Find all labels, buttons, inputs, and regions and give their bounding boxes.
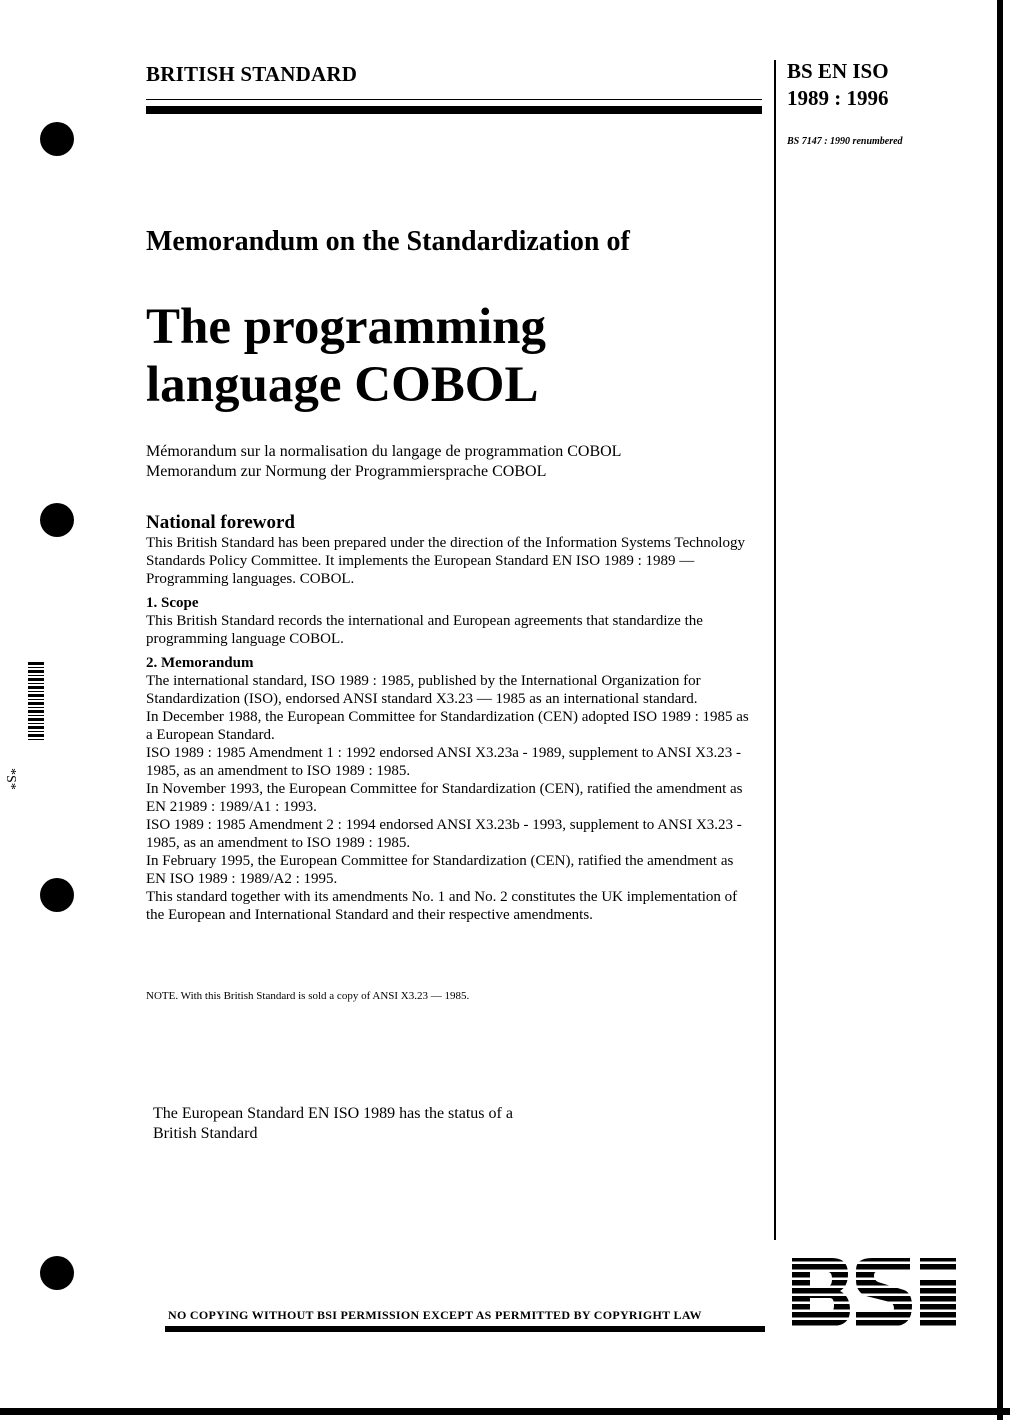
foreword-intro: This British Standard has been prepared under the direction of the Information Systems Technology Standards Policy Committee. It implements the European Standard EN ISO 1989 : 1989 — Programming languages. COBOL. xyxy=(146,535,745,587)
memorandum-paragraph: In December 1988, the European Committee for Standardization (CEN) adopted ISO 1989 : 1985 as a European Standard. xyxy=(146,709,749,743)
memorandum-paragraph: ISO 1989 : 1985 Amendment 2 : 1994 endorsed ANSI X3.23b - 1993, supplement to ANSI X3.23 - 1985, as an amendment to ISO 1989 : 1985. xyxy=(146,817,742,851)
document-series-title: BRITISH STANDARD xyxy=(146,62,358,86)
national-foreword xyxy=(146,514,756,924)
standard-number-line2: 1989 : 1996 xyxy=(787,86,889,110)
national-foreword-heading: National foreword xyxy=(146,512,295,533)
renumbered-note: BS 7147 : 1990 renumbered xyxy=(787,136,903,147)
bsi-logo xyxy=(790,1256,960,1328)
memo-heading: Memorandum on the Standardization of xyxy=(146,226,630,257)
memorandum-paragraph: The international standard, ISO 1989 : 1985, published by the International Organization for Standardization (ISO), endorsed ANSI standard X3.23 — 1985 as an international standard. xyxy=(146,673,701,707)
standard-number-line1: BS EN ISO xyxy=(787,59,889,83)
standard-number xyxy=(787,58,889,112)
punch-hole-3 xyxy=(40,878,74,912)
page-bottom-border xyxy=(0,1408,1010,1415)
scope-heading: 1. Scope xyxy=(146,595,199,611)
barcode xyxy=(28,662,44,740)
title-german: Memorandum zur Normung der Programmiersprache COBOL xyxy=(146,463,547,480)
memorandum-paragraph: In November 1993, the European Committee for Standardization (CEN), ratified the amendment as EN 21989 : 1989/A1 : 1993. xyxy=(146,781,743,815)
page-title-line2: language COBOL xyxy=(146,357,539,413)
page-right-border xyxy=(997,0,1003,1420)
status-line1: The European Standard EN ISO 1989 has the status of a xyxy=(153,1105,513,1122)
scope-text: This British Standard records the international and European agreements that standardize the programming language COBOL. xyxy=(146,613,703,647)
memorandum-paragraph: ISO 1989 : 1985 Amendment 1 : 1992 endorsed ANSI X3.23a - 1989, supplement to ANSI X3.23 - 1985, as an amendment to ISO 1989 : 1985. xyxy=(146,745,741,779)
status-statement xyxy=(153,1104,513,1144)
bsi-logo-text: BSi xyxy=(790,1256,792,1257)
memorandum-heading: 2. Memorandum xyxy=(146,655,254,671)
punch-hole-1 xyxy=(40,122,74,156)
header-rule-thick xyxy=(146,106,762,114)
header-column-divider xyxy=(774,60,776,1240)
memorandum-paragraph: This standard together with its amendments No. 1 and No. 2 constitutes the UK implementation of the European and International Standard and their respective amendments. xyxy=(146,889,738,923)
note-text: NOTE. With this British Standard is sold a copy of ANSI X3.23 — 1985. xyxy=(146,990,470,1002)
header-rule-thin xyxy=(146,99,762,100)
title-french: Mémorandum sur la normalisation du langage de programmation COBOL xyxy=(146,443,622,460)
punch-hole-2 xyxy=(40,503,74,537)
punch-hole-4 xyxy=(40,1256,74,1290)
memorandum-paragraph: In February 1995, the European Committee for Standardization (CEN), ratified the amendment as EN ISO 1989 : 1989/A2 : 1995. xyxy=(146,853,734,887)
barcode-label: *S* xyxy=(3,768,18,790)
page-title xyxy=(146,298,546,414)
footer-rule xyxy=(165,1326,765,1332)
status-line2: British Standard xyxy=(153,1125,258,1142)
page-title-line1: The programming xyxy=(146,299,546,355)
alternate-titles xyxy=(146,442,621,482)
copyright-notice: NO COPYING WITHOUT BSI PERMISSION EXCEPT AS PERMITTED BY COPYRIGHT LAW xyxy=(168,1308,702,1322)
